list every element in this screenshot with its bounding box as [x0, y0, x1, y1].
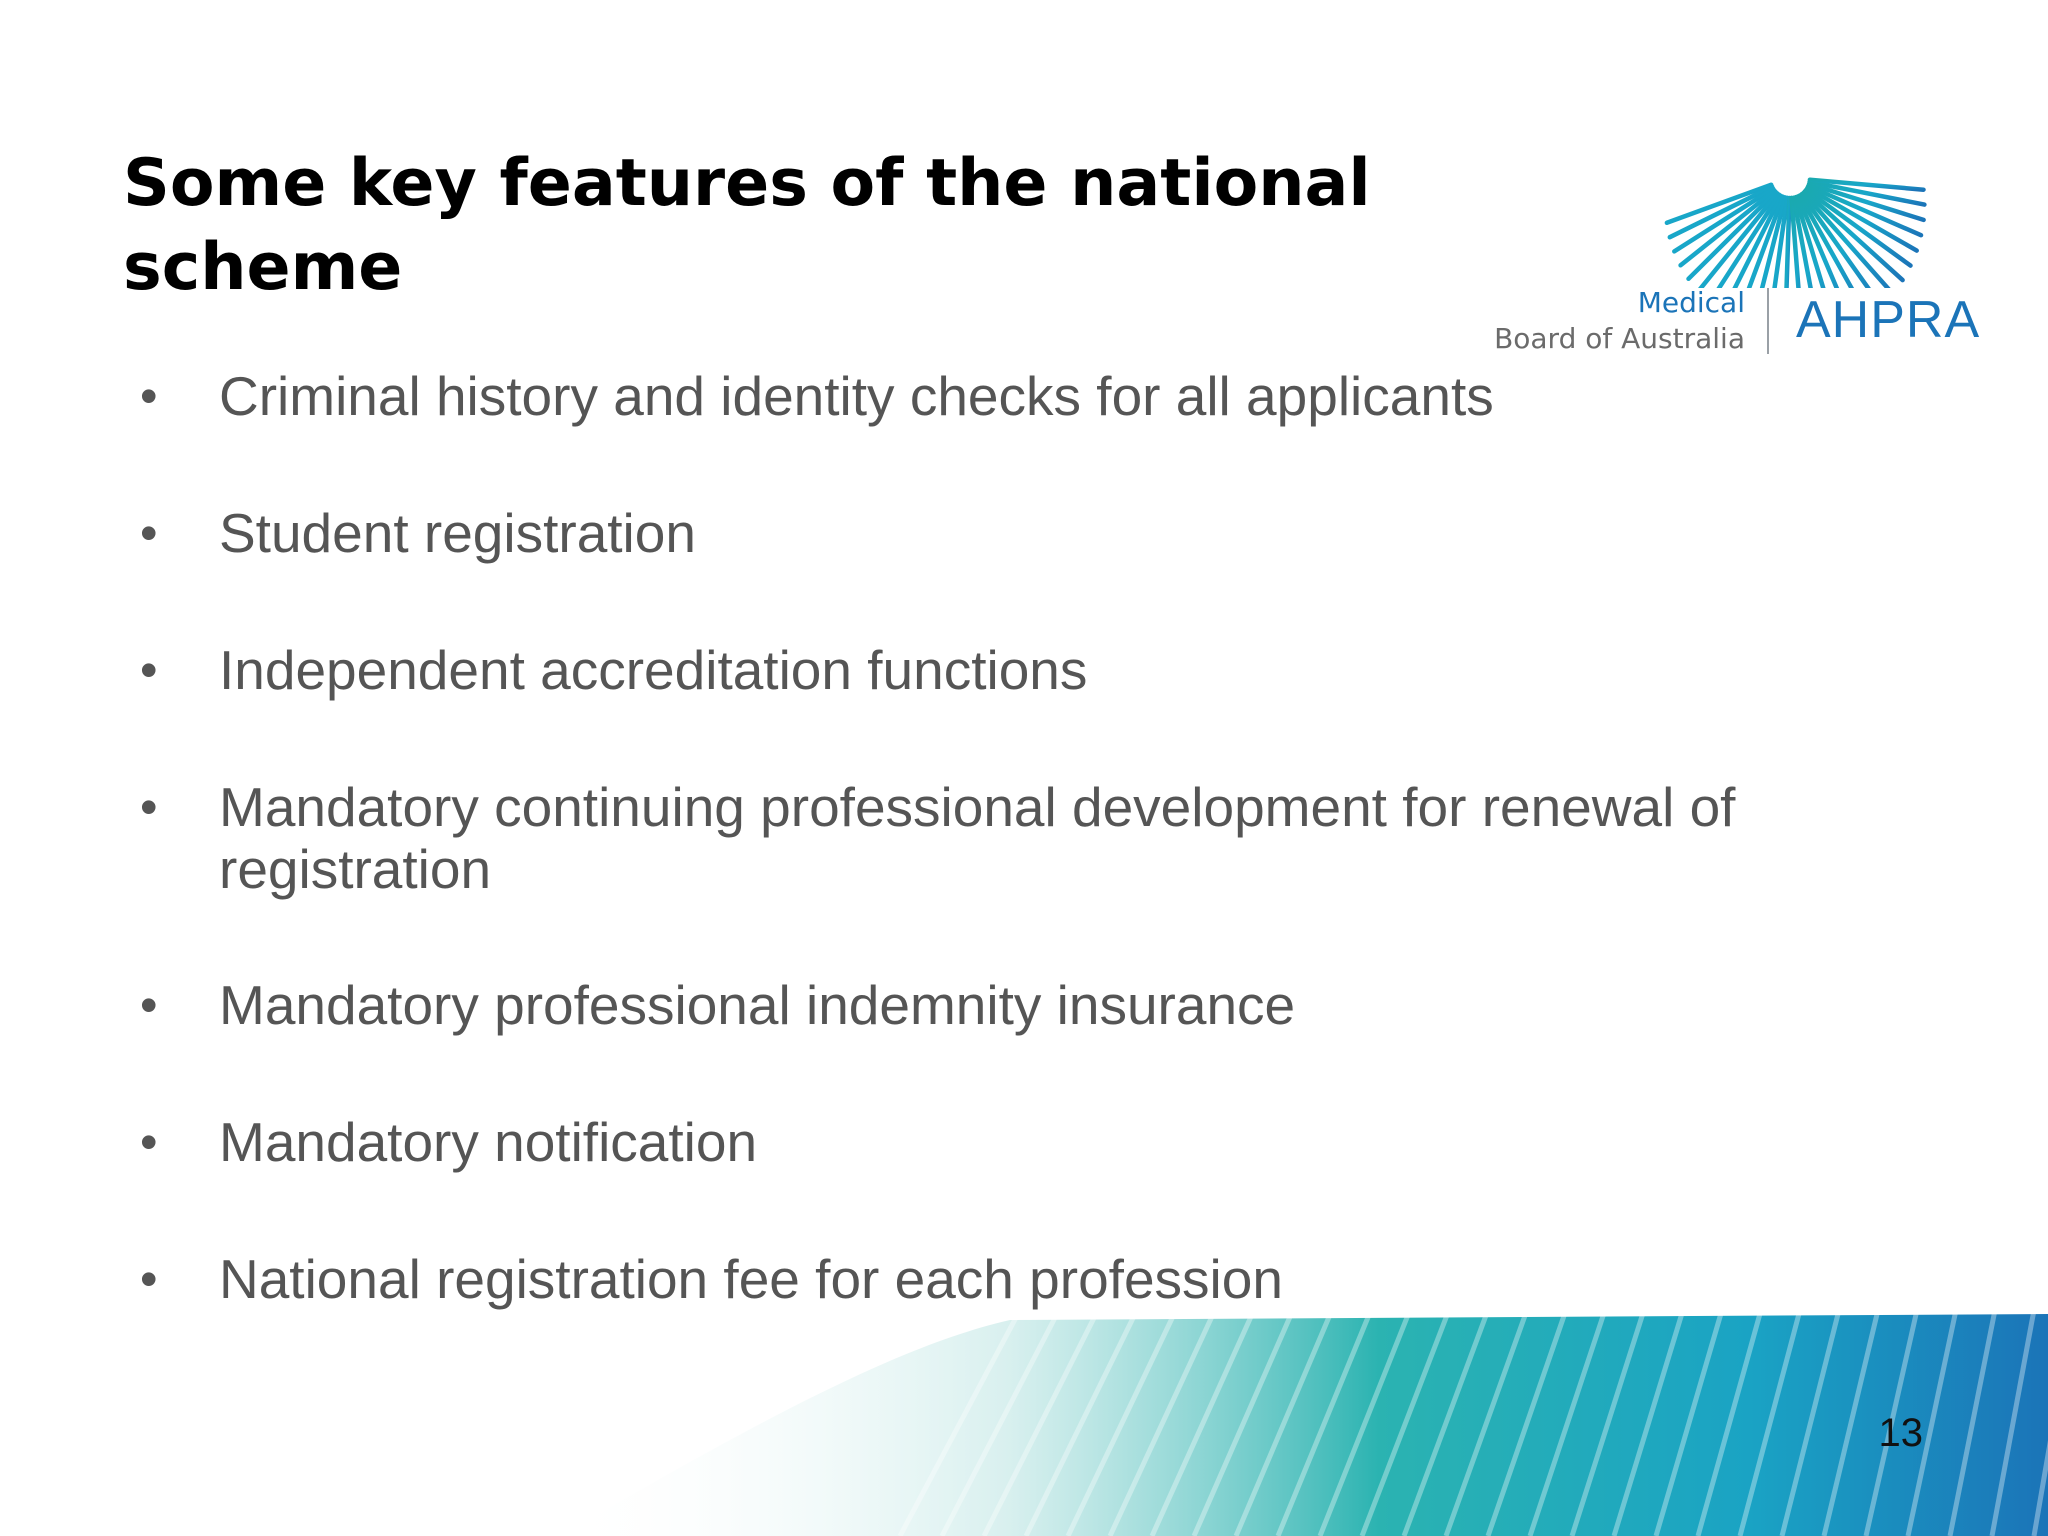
- bullet-marker: •: [140, 642, 158, 698]
- bullet-text: Mandatory continuing professional development for renewal of registration: [219, 776, 1736, 900]
- logo-medical-text: Medical: [1637, 286, 1745, 319]
- australia-rays-icon: [1490, 78, 1970, 288]
- slide-title: Some key features of the national scheme: [123, 146, 1371, 305]
- bullet-marker: •: [140, 368, 158, 424]
- medical-board-ahpra-logo: [1490, 78, 1981, 368]
- page-number: 13: [1878, 1411, 1923, 1455]
- bullet-marker: •: [140, 779, 158, 835]
- bullet-marker: •: [140, 505, 158, 561]
- bullet-text: Mandatory notification: [219, 1111, 758, 1173]
- bullet-text: Independent accreditation functions: [219, 639, 1088, 701]
- bullet-text: Criminal history and identity checks for all applicants: [219, 365, 1494, 427]
- bullet-text: Student registration: [219, 502, 696, 564]
- bullet-marker: •: [140, 1251, 158, 1307]
- bullet-marker: •: [140, 977, 158, 1033]
- logo-board-text: Board of Australia: [1494, 322, 1745, 355]
- bullet-text: National registration fee for each profession: [219, 1248, 1283, 1310]
- logo-ahpra-text: AHPRA: [1796, 291, 1981, 349]
- bullet-marker: •: [140, 1114, 158, 1170]
- logo-divider: [1767, 288, 1769, 354]
- bullet-text: Mandatory professional indemnity insurance: [219, 974, 1296, 1036]
- footer-ray-band: [0, 1300, 2048, 1536]
